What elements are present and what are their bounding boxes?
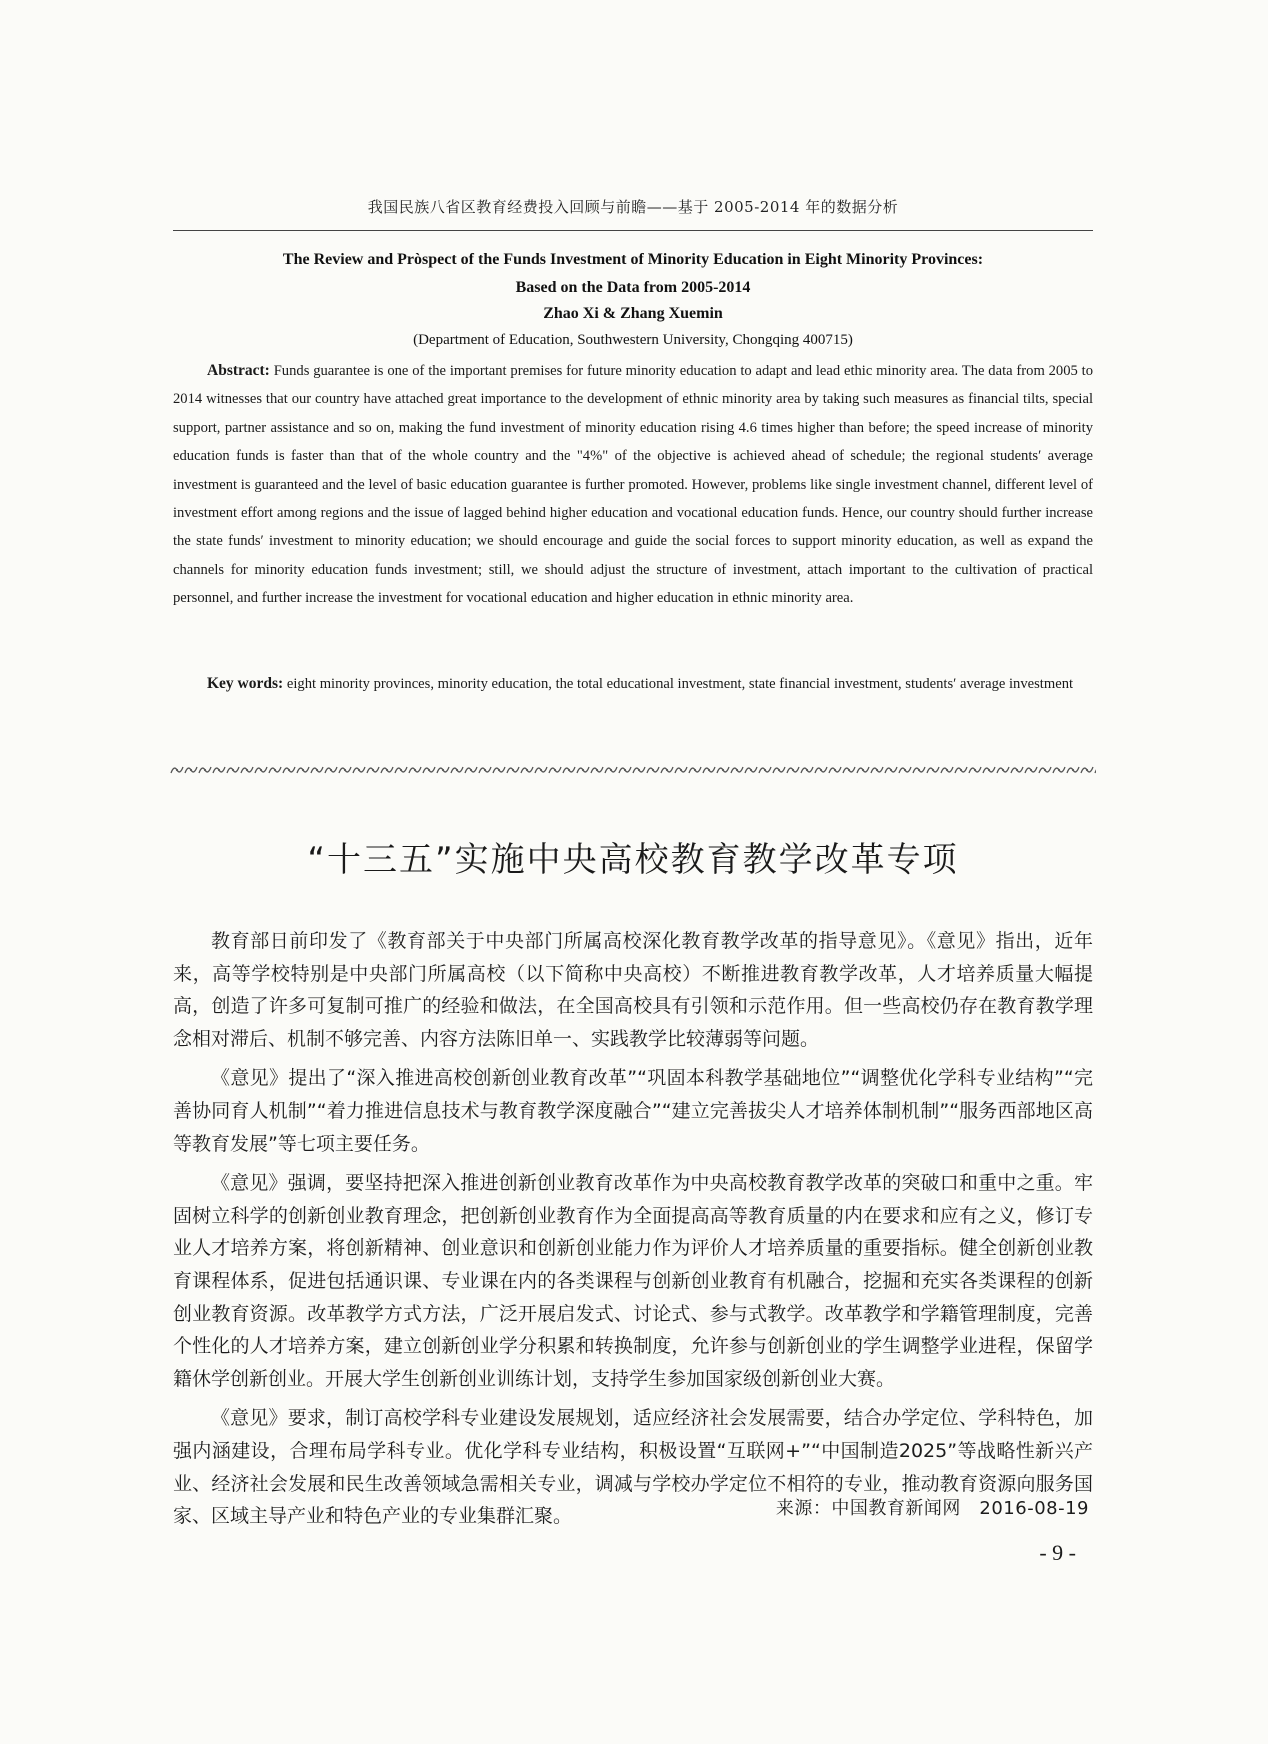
english-keywords	[173, 670, 1093, 698]
english-title-line-1: The Review and Pròspect of the Funds Investment of Minority Education in Eight Minority Provinces:	[282, 251, 984, 268]
news-paragraph-4: 《意见》要求，制订高校学科专业建设发展规划，适应经济社会发展需要，结合办学定位、学科特色，加强内涵建设，合理布局学科专业。优化学科专业结构，积极设置“互联网+”“中国制造2025”等战略性新兴产业、经济社会发展和民生改善领域急需相关专业，调减与学校办学定位不相符的专业，推动教育资源向服务国家、区域主导产业和特色产业的专业集群汇聚。	[173, 1407, 1093, 1528]
page-number: - 9 -	[1039, 1540, 1076, 1565]
english-title-line-2: Based on the Data from 2005-2014	[515, 279, 751, 296]
abstract-text: Funds guarantee is one of the important premises for future minority education to adapt and lead ethic minority area. The data from 2005 to 2014 witnesses that our country have attached great importance to the development of ethnic minority area by taking such measures as financial tilts, special support, partner assistance and so on, making the fund investment of minority education rising 4.6 times higher than before; the speed increase of minority education funds is faster than that of the whole country and the "4%" of the objective is achieved ahead of schedule; the regional students′ average investment is guaranteed and the level of basic education guarantee is further promoted. However, problems like single investment channel, different level of investment effort among regions and the issue of lagged behind higher education and vocational education funds. Hence, our country should further increase the state funds′ investment to minority education; we should encourage and guide the social forces to support minority education, as well as expand the channels for minority education funds investment; still, we should adjust the structure of investment, attach important to the cultivation of practical personnel, and further increase the investment for vocational education and higher education in ethnic minority area.	[173, 363, 1093, 607]
english-title	[173, 246, 1093, 302]
english-affiliation: (Department of Education, Southwestern University, Chongqing 400715)	[413, 332, 853, 348]
english-abstract	[173, 357, 1093, 613]
news-body	[173, 925, 1093, 1540]
news-source: 来源：中国教育新闻网 2016-08-19	[775, 1498, 1089, 1519]
keywords-label: Key words:	[207, 675, 284, 692]
news-title: “十三五”实施中央高校教育教学改革专项	[307, 840, 959, 880]
header-rule	[173, 230, 1093, 231]
ornamental-divider	[170, 762, 1096, 778]
news-paragraph-2: 《意见》提出了“深入推进高校创新创业教育改革”“巩固本科教学基础地位”“调整优化学科专业结构”“完善协同育人机制”“着力推进信息技术与教育教学深度融合”“建立完善拔尖人才培养体制机制”“服务西部地区高等教育发展”等七项主要任务。	[173, 1067, 1093, 1155]
abstract-label: Abstract:	[207, 362, 270, 379]
running-head: 我国民族八省区教育经费投入回顾与前瞻——基于 2005-2014 年的数据分析	[367, 198, 899, 216]
keywords-text: eight minority provinces, minority education, the total educational investment, state financial investment, students′ average investment	[286, 676, 1074, 692]
english-authors: Zhao Xi & Zhang Xuemin	[543, 305, 723, 322]
news-paragraph-1: 教育部日前印发了《教育部关于中央部门所属高校深化教育教学改革的指导意见》。《意见》指出，近年来，高等学校特别是中央部门所属高校（以下简称中央高校）不断推进教育教学改革，人才培养质量大幅提高，创造了许多可复制可推广的经验和做法，在全国高校具有引领和示范作用。但一些高校仍存在教育教学理念相对滞后、机制不够完善、内容方法陈旧单一、实践教学比较薄弱等问题。	[173, 930, 1093, 1050]
news-paragraph-3: 《意见》强调，要坚持把深入推进创新创业教育改革作为中央高校教育教学改革的突破口和重中之重。牢固树立科学的创新创业教育理念，把创新创业教育作为全面提高高等教育质量的内在要求和应有之义，修订专业人才培养方案，将创新精神、创业意识和创新创业能力作为评价人才培养质量的重要指标。健全创新创业教育课程体系，促进包括通识课、专业课在内的各类课程与创新创业教育有机融合，挖掘和充实各类课程的创新创业教育资源。改革教学方式方法，广泛开展启发式、讨论式、参与式教学。改革教学和学籍管理制度，完善个性化的人才培养方案，建立创新创业学分积累和转换制度，允许参与创新创业的学生调整学业进程，保留学籍休学创新创业。开展大学生创新创业训练计划，支持学生参加国家级创新创业大赛。	[173, 1172, 1093, 1390]
